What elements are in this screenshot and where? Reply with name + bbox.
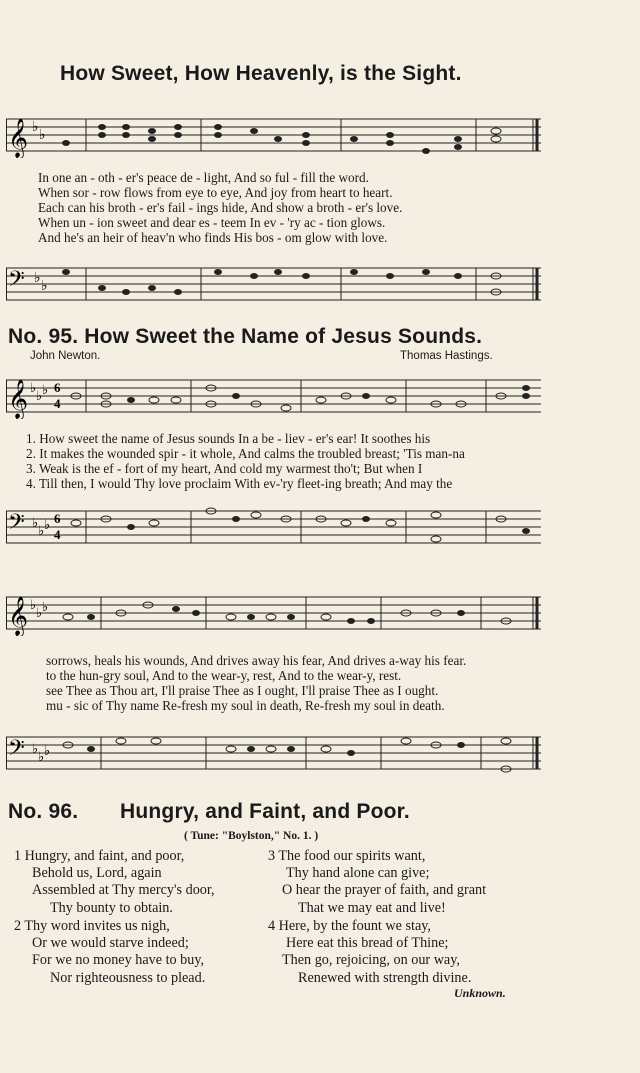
lyric-line: And he's an heir of heav'n who finds His bos - om glow with love. [38, 230, 388, 245]
svg-text:♭: ♭ [36, 388, 43, 403]
treble-staff [6, 113, 541, 158]
svg-text:♭: ♭ [39, 128, 46, 143]
lyric-line: 4. Till then, I would Thy love proclaim With ev-'ry fleet-ing breath; And may the [26, 476, 453, 491]
lyric-line: sorrows, heals his wounds, And drives away his fear, And drives a-way his fear. [46, 653, 467, 668]
svg-text:6: 6 [54, 511, 61, 526]
verse-line: Or we would starve indeed; [32, 935, 189, 952]
lyric-line: 3. Weak is the ef - fort of my heart, And cold my warmest tho't; But when I [26, 461, 423, 476]
verse-number: 1 [14, 848, 22, 864]
svg-text:♭: ♭ [32, 741, 39, 756]
lyric-line: 2. It makes the wounded spir - it whole, And calms the troubled breast; 'Tis man-na [26, 446, 465, 461]
lyrics-block [38, 170, 402, 245]
svg-text:♭: ♭ [30, 380, 37, 395]
verse-line: Here eat this bread of Thine; [286, 935, 449, 952]
verse-line: That we may eat and live! [298, 899, 446, 916]
verse-line: Behold us, Lord, again [32, 865, 162, 882]
verse-number: 2 [14, 918, 22, 934]
lyric-line: When un - ion sweet and dear es - teem In ev - 'ry ac - tion glows. [38, 215, 386, 230]
lyricist-credit: John Newton. [30, 350, 101, 362]
svg-text:♭: ♭ [38, 523, 45, 538]
svg-text:♭: ♭ [32, 120, 39, 135]
hymn-title: How Sweet, How Heavenly, is the Sight. [60, 62, 462, 85]
lyric-line: In one an - oth - er's peace de - light, And so ful - fill the word. [38, 170, 369, 185]
svg-text:𝄞: 𝄞 [8, 118, 29, 158]
svg-text:𝄢: 𝄢 [8, 510, 25, 540]
verse-line: Thy hand alone can give; [286, 865, 430, 882]
svg-text:𝄞: 𝄞 [8, 379, 29, 419]
verse-4 [268, 918, 471, 987]
svg-text:𝄢: 𝄢 [8, 736, 25, 766]
verse-line: Hungry, and faint, and poor, [24, 848, 185, 864]
svg-text:♭: ♭ [38, 749, 45, 764]
verse-line: Renewed with strength divine. [298, 969, 472, 986]
svg-text:♭: ♭ [34, 271, 41, 286]
composer-credit: Thomas Hastings. [400, 350, 493, 362]
lyric-line: to the hun-gry soul, And to the wear-y, rest, And to the wear-y, rest. [46, 668, 402, 683]
svg-text:♭: ♭ [32, 515, 39, 530]
verse-line: Thy word invites us nigh, [24, 918, 170, 934]
verse-line: O hear the prayer of faith, and grant [282, 882, 487, 899]
author-credit: Unknown. [454, 986, 506, 1000]
verse-3 [268, 848, 486, 917]
treble-staff [6, 591, 541, 636]
verse-1 [14, 848, 215, 917]
verse-line: Thy bounty to obtain. [50, 899, 173, 916]
verse-number: 3 [268, 848, 276, 864]
bass-staff [6, 505, 541, 550]
lyric-line: Each can his broth - er's fail - ings hide, And show a broth - er's love. [38, 200, 403, 215]
treble-staff [6, 374, 541, 419]
svg-text:♭: ♭ [41, 279, 48, 294]
verse-number: 4 [268, 918, 276, 934]
svg-text:𝄢: 𝄢 [8, 267, 25, 297]
svg-text:4: 4 [54, 396, 61, 411]
lyrics-block [26, 431, 465, 491]
verse-line: Here, by the fount we stay, [278, 918, 431, 934]
svg-text:♭: ♭ [42, 382, 49, 397]
verse-line: Assembled at Thy mercy's door, [32, 882, 215, 899]
lyric-line: mu - sic of Thy name Re-fresh my soul in death, Re-fresh my soul in death. [46, 698, 445, 713]
hymn-title: Hungry, and Faint, and Poor. [120, 800, 410, 823]
verse-line: The food our spirits want, [278, 848, 426, 864]
lyric-line: When sor - row flows from eye to eye, And joy from heart to heart. [38, 185, 393, 200]
verse-line: For we no money have to buy, [32, 952, 205, 969]
svg-text:♭: ♭ [36, 605, 43, 620]
svg-text:♭: ♭ [44, 517, 51, 532]
svg-text:♭: ♭ [44, 743, 51, 758]
lyric-line: 1. How sweet the name of Jesus sounds In a be - liev - er's ear! It soothes his [26, 431, 431, 446]
bass-staff [6, 262, 541, 307]
hymn-number: No. 96. [8, 800, 79, 823]
bass-staff [6, 731, 541, 776]
svg-text:4: 4 [54, 527, 61, 542]
lyric-line: see Thee as Thou art, I'll praise Thee as I ought, I'll praise Thee as I ought. [46, 683, 439, 698]
verse-line: Then go, rejoicing, on our way, [282, 952, 460, 969]
svg-text:♭: ♭ [42, 599, 49, 614]
svg-text:𝄞: 𝄞 [8, 596, 29, 636]
hymn-title: No. 95. How Sweet the Name of Jesus Sounds. [8, 325, 483, 348]
lyrics-block [46, 653, 466, 713]
verse-2 [14, 918, 205, 987]
tune-note: ( Tune: "Boylston," No. 1. ) [184, 830, 319, 842]
svg-text:♭: ♭ [30, 597, 37, 612]
verse-line: Nor righteousness to plead. [50, 969, 206, 986]
svg-text:6: 6 [54, 380, 61, 395]
